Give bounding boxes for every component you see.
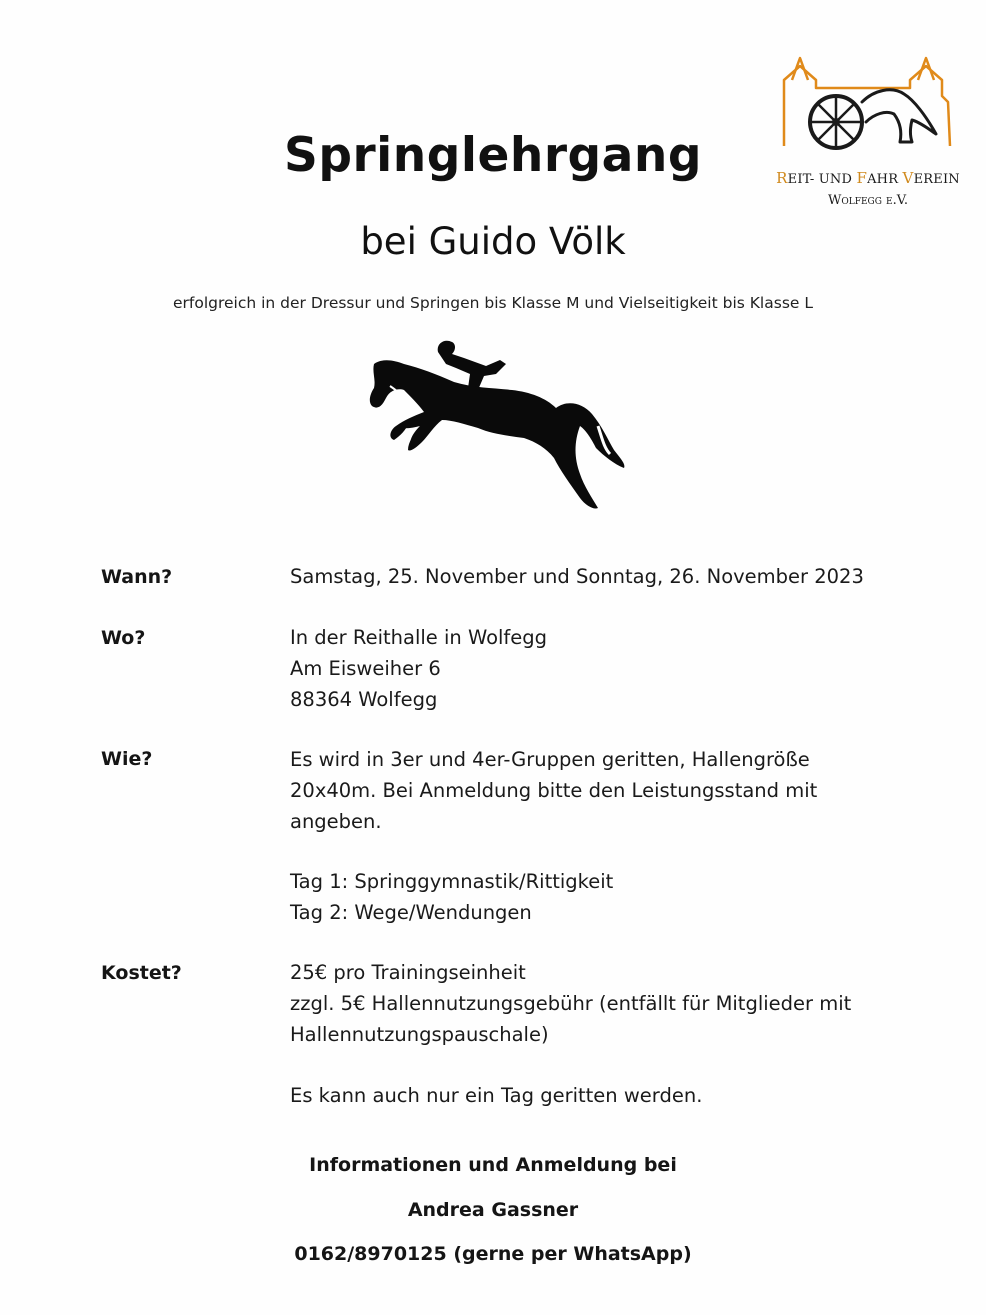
page-subtitle: bei Guido Völk <box>360 220 626 263</box>
contact-heading: Informationen und Anmeldung bei <box>309 1154 677 1176</box>
label-wo: Wo? <box>101 627 146 649</box>
kostet-line: 25€ pro Trainingseinheit <box>290 961 526 984</box>
label-wann: Wann? <box>101 566 173 588</box>
club-logo <box>770 36 966 216</box>
wo-line: In der Reithalle in Wolfegg <box>290 626 548 649</box>
contact-name: Andrea Gassner <box>407 1199 579 1221</box>
label-wie: Wie? <box>101 748 153 770</box>
wie-line: angeben. <box>290 810 382 833</box>
jumping-horse-silhouette <box>360 330 640 530</box>
wann-line: Samstag, 25. November und Sonntag, 26. November 2023 <box>290 565 864 588</box>
trainer-tagline: erfolgreich in der Dressur und Springen bis Klasse M und Vielseitigkeit bis Klasse L <box>172 294 813 312</box>
logo-club-location: Wolfegg e.V. <box>828 193 908 208</box>
value-wann <box>290 561 910 592</box>
value-wie <box>290 744 910 837</box>
kostet-line: Hallennutzungspauschale) <box>290 1023 549 1046</box>
page-title: Springlehrgang <box>284 128 702 183</box>
value-kostet <box>290 957 910 1050</box>
wie-line: 20x40m. Bei Anmeldung bitte den Leistungsstand mit <box>290 779 818 802</box>
wo-line: 88364 Wolfegg <box>290 688 438 711</box>
value-wo <box>290 622 910 715</box>
logo-club-name: REIT- UND FAHR VEREIN <box>776 169 960 187</box>
value-wie-days <box>290 866 910 928</box>
day-line: Tag 1: Springgymnastik/Rittigkeit <box>290 870 614 893</box>
value-kostet-note <box>290 1080 910 1111</box>
day-line: Tag 2: Wege/Wendungen <box>290 901 532 924</box>
wie-line: Es wird in 3er und 4er-Gruppen geritten, Hallengröße <box>290 748 810 771</box>
wo-line: Am Eisweiher 6 <box>290 657 441 680</box>
contact-phone: 0162/8970125 (gerne per WhatsApp) <box>294 1243 692 1265</box>
kostet-line: zzgl. 5€ Hallennutzungsgebühr (entfällt für Mitglieder mit <box>290 992 852 1015</box>
label-kostet: Kostet? <box>101 962 182 984</box>
note-line: Es kann auch nur ein Tag geritten werden. <box>290 1084 703 1107</box>
